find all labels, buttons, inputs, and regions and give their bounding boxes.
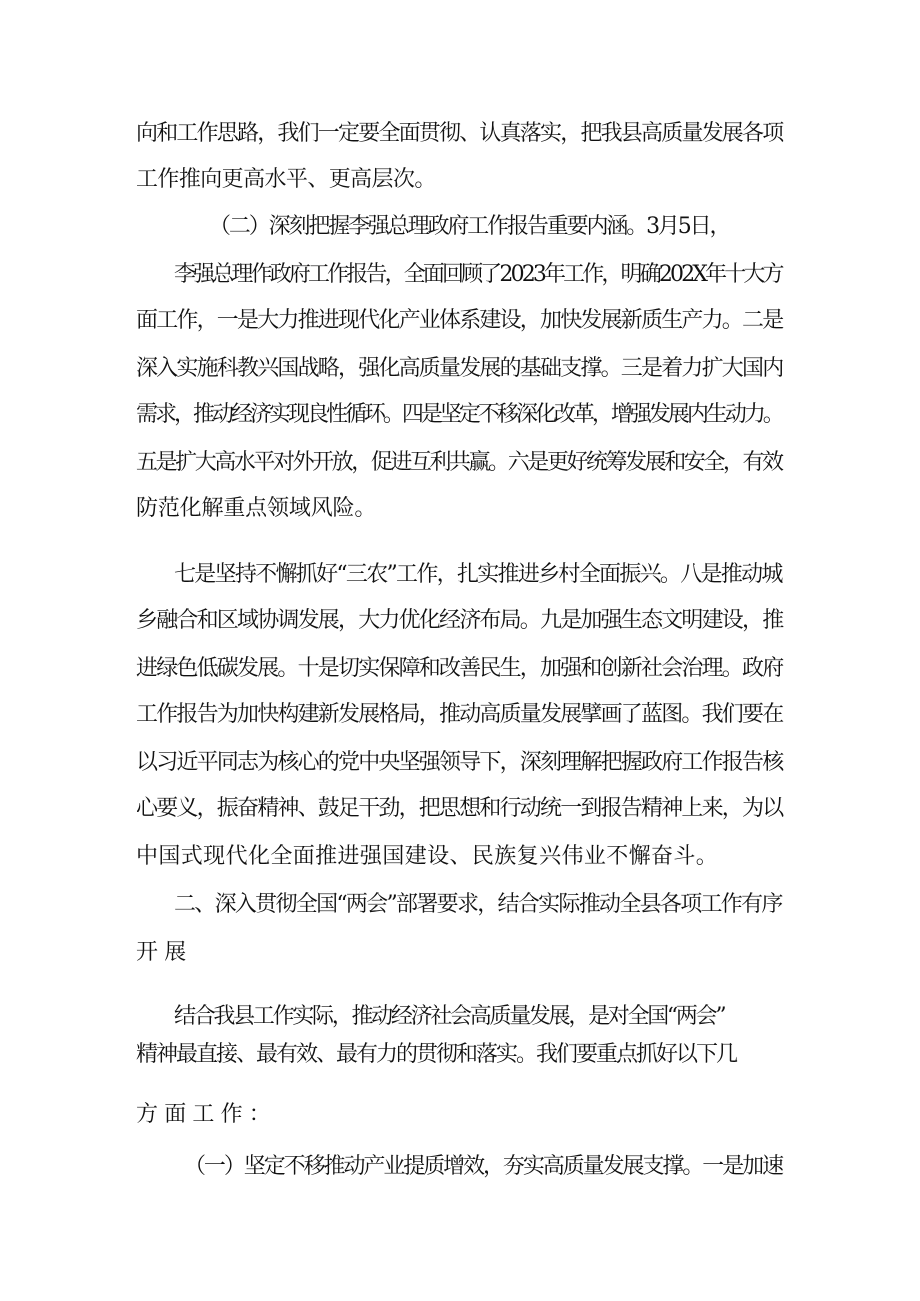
text-line: 李强总理作政府工作报告，全面回顾了2023年工作，明确202X年十大方 — [174, 262, 782, 287]
text-line: 心要义，振奋精神、鼓足干劲，把思想和行动统一到报告精神上来，为以 — [136, 796, 783, 821]
text-line: 面工作，一是大力推进现代化产业体系建设，加快发展新质生产力。二是 — [136, 308, 783, 333]
text-line: 结合我县工作实际，推动经济社会高质量发展，是对全国“两会” — [174, 1004, 725, 1029]
text-line: 向和工作思路，我们一定要全面贯彻、认真落实，把我县高质量发展各项 — [136, 121, 783, 146]
text-line: 以习近平同志为核心的党中央坚强领导下，深刻理解把握政府工作报告核 — [136, 750, 783, 775]
text-line: 深入实施科教兴国战略，强化高质量发展的基础支撑。三是着力扩大国内 — [136, 356, 783, 381]
text-line: 五是扩大高水平对外开放，促进互利共赢。六是更好统筹发展和安全，有效 — [136, 450, 782, 475]
text-line: 七是坚持不懈抓好“三农”工作，扎实推进乡村全面振兴。八是推动城 — [174, 562, 782, 587]
text-line: 中国式现代化全面推进强国建设、民族复兴伟业不懈奋斗。 — [136, 844, 719, 869]
text-line: 乡融合和区域协调发展，大力优化经济布局。九是加强生态文明建设，推 — [136, 608, 783, 633]
text-line: 工作推向更高水平、更高层次。 — [136, 167, 436, 192]
section-heading: 开展 — [136, 940, 193, 965]
text-line: 防范化解重点领域风险。 — [136, 496, 377, 521]
text-line: 方面工作： — [136, 1102, 278, 1127]
section-heading: （二）深刻把握李强总理政府工作报告重要内涵。3月5日， — [209, 214, 730, 239]
text-line: 需求，推动经济实现良性循环。四是坚定不移深化改革，增强发展内生动力。 — [136, 402, 782, 427]
section-heading: （一）坚定不移推动产业提质增效，夯实高质量发展支撑。一是加速 — [184, 1154, 783, 1179]
text-line: 进绿色低碳发展。十是切实保障和改善民生，加强和创新社会治理。政府 — [136, 656, 783, 681]
text-line: 精神最直接、最有效、最有力的贯彻和落实。我们要重点抓好以下几 — [136, 1042, 737, 1067]
text-line: 工作报告为加快构建新发展格局，推动高质量发展擘画了蓝图。我们要在 — [136, 702, 783, 727]
section-heading: 二、深入贯彻全国“两会”部署要求，结合实际推动全县各项工作有序 — [174, 892, 782, 917]
